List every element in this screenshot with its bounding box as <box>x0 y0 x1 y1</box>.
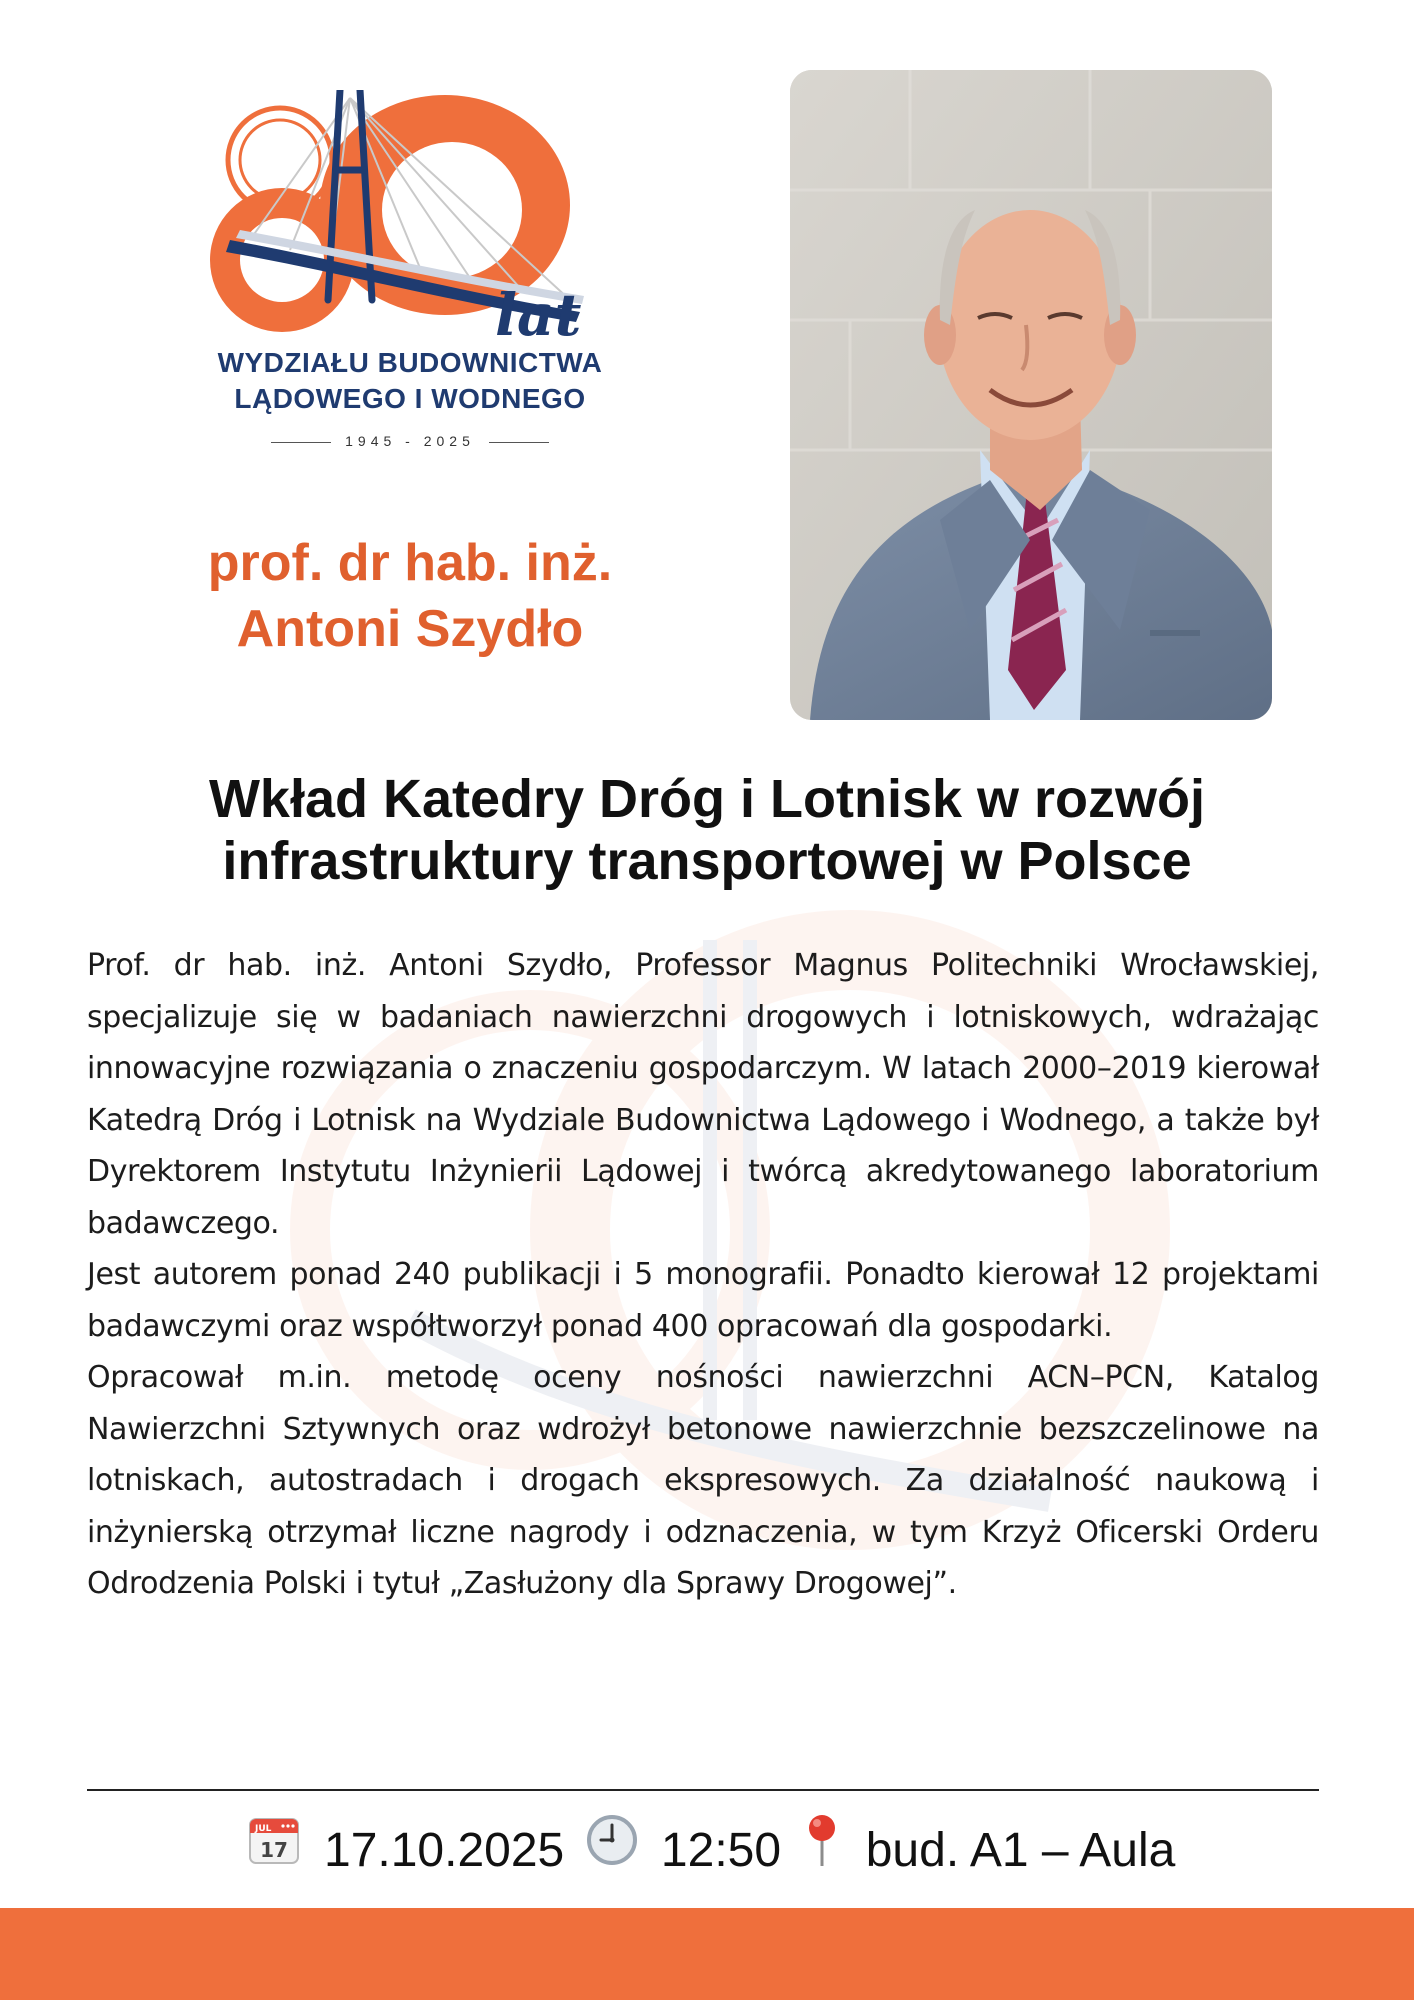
calendar-icon <box>247 1813 301 1888</box>
calendar-month: JUL <box>254 1824 272 1834</box>
bio-paragraph: Jest autorem ponad 240 publikacji i 5 monografii. Ponadto kierował 12 projektami badawczymi oraz współtworzył ponad 400 opracowań dla gospodarki. <box>87 1257 1319 1344</box>
event-date: 17.10.2025 <box>324 1823 565 1877</box>
logo-years: 1945 - 2025 <box>190 433 630 449</box>
logo-lat-text: lat <box>495 281 582 340</box>
clock-icon <box>586 1814 638 1887</box>
speaker-academic-title: prof. dr hab. inż. <box>207 534 613 592</box>
portrait-photo <box>790 70 1272 720</box>
bio-paragraph: Prof. dr hab. inż. Antoni Szydło, Professor Magnus Politechniki Wrocławskiej, specjalizuje się w badaniach nawierzchni drogowych i lotniskowych, wdrażając innowacyjne rozwiązania o znaczeniu gospodarczym. W latach 2000–2019 kierował Katedrą Dróg i Lotnisk na Wydziale Budownictwa Lądowego i Wodnego, a także był Dyrektorem Instytutu Inżynierii Lądowej i twórcą akredytowanego laboratorium badawczego. <box>87 948 1319 1241</box>
logo-text-line1: WYDZIAŁU BUDOWNICTWA <box>217 347 603 378</box>
divider-line <box>87 1789 1319 1791</box>
talk-title-line2: infrastruktury transportowej w Polsce <box>222 831 1192 891</box>
location-pin-icon <box>802 1812 842 1889</box>
anniversary-logo <box>190 90 630 460</box>
logo-text-line2: LĄDOWEGO I WODNEGO <box>234 383 586 414</box>
speaker-full-name: Antoni Szydło <box>236 600 584 658</box>
bio-paragraph: Opracował m.in. metodę oceny nośności nawierzchni ACN–PCN, Katalog Nawierzchni Sztywnych oraz wdrożył betonowe nawierzchnie bezszczelinowe na lotniskach, autostradach i drogach ekspresowych. Za działalność naukową i inżynierską otrzymał liczne nagrody i odznaczenia, w tym Krzyż Oficerski Orderu Odrodzenia Polski i tytuł „Zasłużony dla Sprawy Drogowej”. <box>87 1360 1319 1601</box>
talk-title-line1: Wkład Katedry Dróg i Lotnisk w rozwój <box>208 769 1206 829</box>
footer-bar <box>0 1908 1414 2000</box>
event-location: bud. A1 – Aula <box>865 1823 1176 1877</box>
event-time: 12:50 <box>660 1823 782 1877</box>
talk-title <box>80 768 1334 892</box>
bridge-80-logo-graphic <box>190 90 630 340</box>
speaker-biography <box>87 940 1319 1610</box>
event-details <box>0 1812 1414 1889</box>
speaker-name <box>130 530 690 662</box>
calendar-day: 17 <box>259 1838 288 1862</box>
